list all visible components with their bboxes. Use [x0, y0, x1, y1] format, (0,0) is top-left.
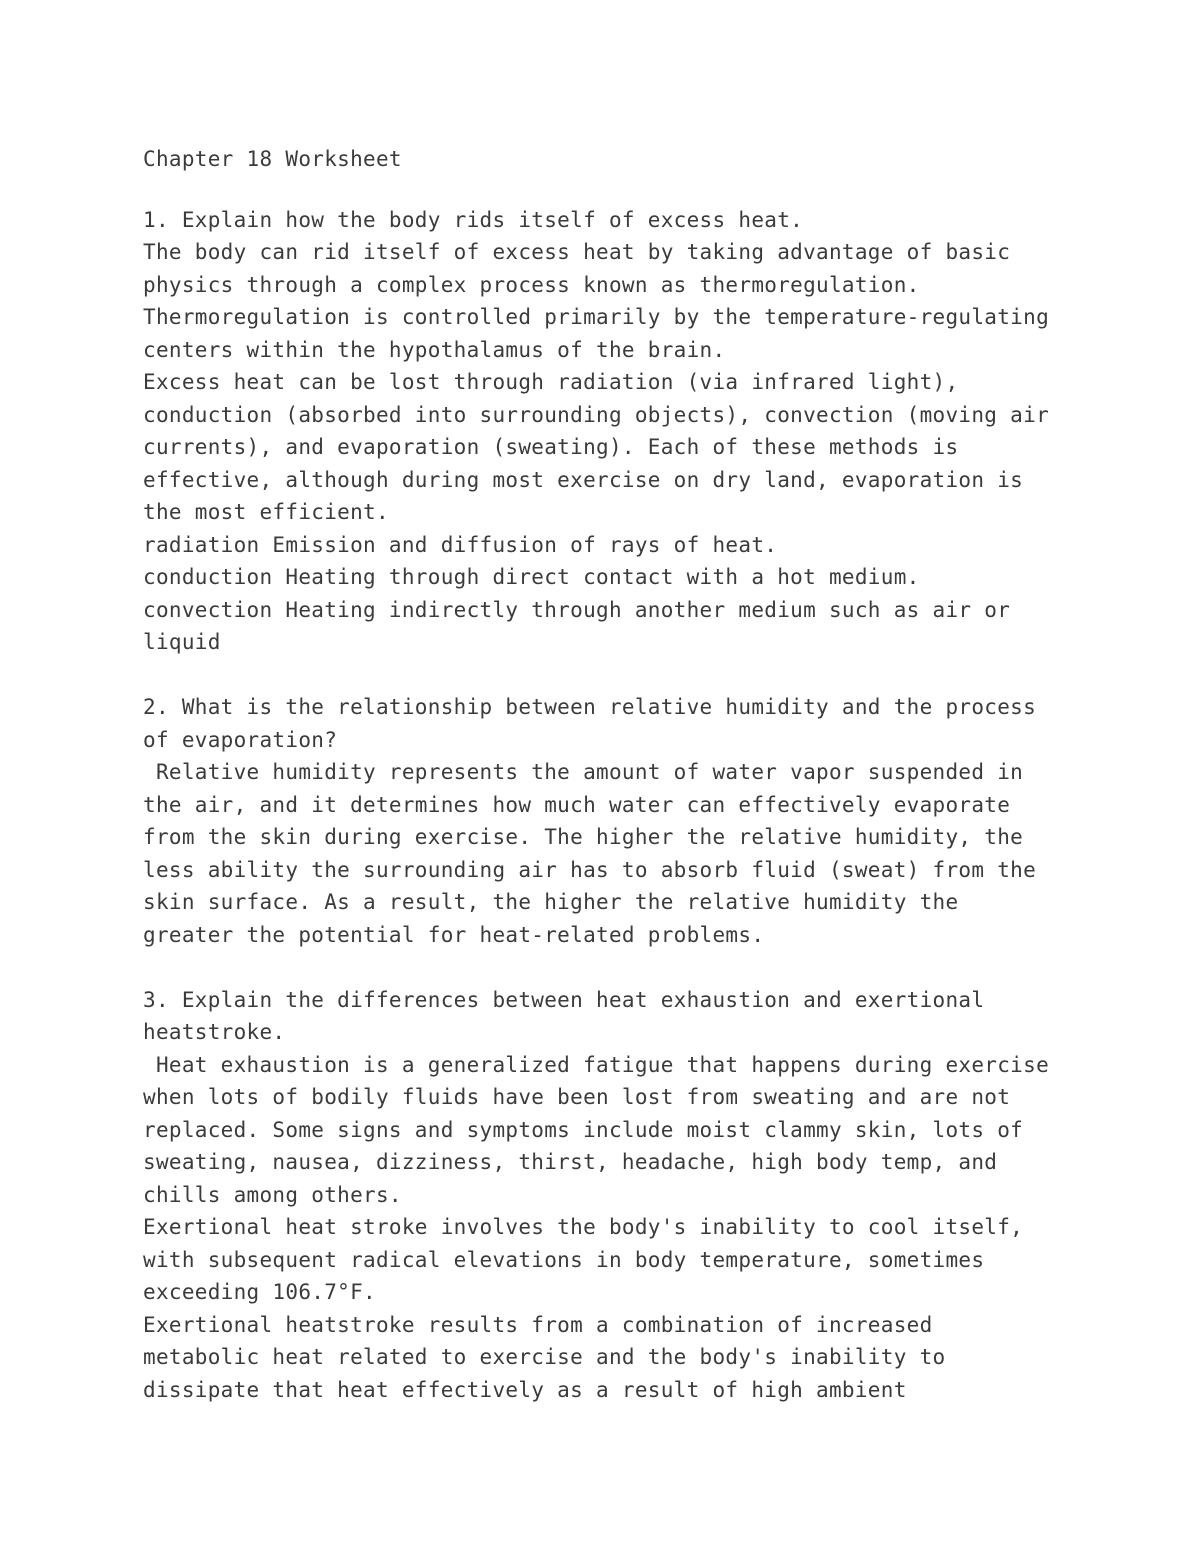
text-line: of evaporation? — [143, 727, 338, 752]
section-2 — [143, 691, 1060, 951]
text-line: Thermoregulation is controlled primarily by the temperature-regulating — [143, 305, 1050, 329]
text-line: Exertional heatstroke results from a combination of increased — [143, 1312, 933, 1337]
section-3 — [143, 984, 1060, 1407]
text-line: liquid — [143, 630, 221, 654]
text-line: 3. Explain the differences between heat exhaustion and exertional — [143, 987, 985, 1012]
text-line: with subsequent radical elevations in body temperature, sometimes — [143, 1247, 985, 1272]
text-line: conduction (absorbed into surrounding objects), convection (moving air — [143, 402, 1050, 427]
text-line: Excess heat can be lost through radiation (via infrared light), — [143, 370, 959, 394]
text-line: greater the potential for heat-related problems. — [143, 922, 765, 947]
text-line: sweating, nausea, dizziness, thirst, headache, high body temp, and — [143, 1150, 998, 1174]
text-line: 1. Explain how the body rids itself of excess heat. — [143, 207, 804, 232]
text-line: when lots of bodily fluids have been lost from sweating and are not — [143, 1085, 1011, 1109]
text-line: heatstroke. — [143, 1020, 286, 1044]
text-line: the most efficient. — [143, 500, 389, 524]
document-title: Chapter 18 Worksheet — [143, 147, 402, 171]
text-line: from the skin during exercise. The higher the relative humidity, the — [143, 825, 1024, 849]
text-line: effective, although during most exercise on dry land, evaporation is — [143, 467, 1024, 492]
text-line: currents), and evaporation (sweating). Each of these methods is — [143, 435, 959, 459]
text-line: convection Heating indirectly through another medium such as air or — [143, 597, 1011, 622]
text-line: less ability the surrounding air has to absorb fluid (sweat) from the — [143, 857, 1037, 882]
section-1 — [143, 204, 1060, 659]
text-line: dissipate that heat effectively as a result of high ambient — [143, 1377, 907, 1402]
document-body — [143, 204, 1060, 1407]
text-line: The body can rid itself of excess heat by taking advantage of basic — [143, 240, 1011, 264]
text-line: Heat exhaustion is a generalized fatigue that happens during exercise — [143, 1052, 1050, 1077]
text-line: 2. What is the relationship between relative humidity and the process — [143, 695, 1037, 719]
text-line: the air, and it determines how much water can effectively evaporate — [143, 792, 1011, 817]
text-line: chills among others. — [143, 1182, 402, 1207]
text-line: radiation Emission and diffusion of rays of heat. — [143, 532, 778, 557]
text-line: conduction Heating through direct contact with a hot medium. — [143, 565, 920, 589]
text-line: exceeding 106.7°F. — [143, 1280, 376, 1304]
text-line: centers within the hypothalamus of the brain. — [143, 337, 726, 362]
text-line: Exertional heat stroke involves the body's inability to cool itself, — [143, 1215, 1024, 1239]
text-line: skin surface. As a result, the higher the relative humidity the — [143, 890, 959, 914]
text-line: physics through a complex process known as thermoregulation. — [143, 272, 920, 297]
text-line: replaced. Some signs and symptoms include moist clammy skin, lots of — [143, 1117, 1024, 1142]
text-line: metabolic heat related to exercise and the body's inability to — [143, 1345, 946, 1369]
text-line: Relative humidity represents the amount of water vapor suspended in — [143, 760, 1024, 784]
